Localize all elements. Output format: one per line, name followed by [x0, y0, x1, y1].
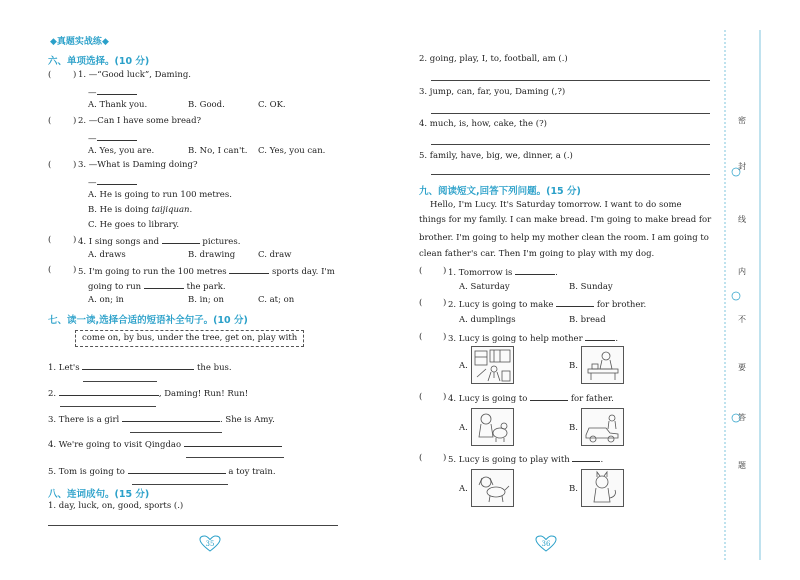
option: A. on; in [88, 295, 124, 305]
section-8-title: 八、连词成句。(15 分) [48, 489, 150, 500]
answer-paren-close: ) [73, 235, 77, 245]
page-number: 35 [199, 535, 221, 553]
option-label: B. [569, 361, 578, 371]
option: C. He goes to library. [88, 220, 180, 230]
option: B. Good. [188, 100, 225, 110]
reply-line: — [88, 176, 137, 189]
question-stem: 2. Lucy is going to make for brother. [448, 300, 647, 310]
section-6-title: 六、单项选择。(10 分) [48, 56, 150, 67]
answer-paren-close: ) [443, 298, 447, 308]
option: A. He is going to run 100 metres. [88, 190, 232, 200]
answer-line [431, 80, 710, 81]
question-stem: 3. —What is Daming doing? [78, 160, 198, 170]
question-stem-line2: going to run the park. [88, 282, 226, 292]
section-7-title: 七、读一读,选择合适的短语补全句子。(10 分) [48, 315, 248, 326]
option-label: A. [459, 484, 468, 494]
sentence-5: 5. Tom is going to a toy train. [48, 467, 276, 477]
combine-item-1: 1. day, luck, on, good, sports (.) [48, 501, 184, 511]
answer-paren-close: ) [73, 116, 77, 126]
question-stem: 3. Lucy is going to help mother . [448, 334, 619, 344]
sentence-4: 4. We're going to visit Qingdao [48, 438, 282, 451]
seal-char: 内 [738, 267, 746, 276]
sentence-1: 1. Let's the bus. [48, 363, 232, 373]
image-girl-at-table [581, 346, 624, 384]
answer-line [48, 525, 338, 526]
answer-paren-close: ) [443, 453, 447, 463]
seal-char: 答 [738, 413, 746, 422]
option: A. Yes, you are. [88, 146, 155, 156]
option: B. bread [569, 315, 606, 325]
answer-line [132, 484, 228, 485]
question-stem: 1. —“Good luck”, Daming. [78, 70, 191, 80]
option-label: A. [459, 423, 468, 433]
option: B. drawing [188, 250, 236, 260]
seal-char: 线 [738, 215, 746, 224]
answer-paren-open: ( [48, 116, 52, 126]
answer-line [60, 406, 156, 407]
binding-line-graphic [723, 30, 761, 560]
option-label: B. [569, 423, 578, 433]
answer-line [431, 144, 710, 145]
answer-paren-open: ( [48, 160, 52, 170]
answer-paren-close: ) [73, 160, 77, 170]
passage-line: brother. I'm going to help my mother clean the room. I am going to [419, 233, 709, 243]
word-box: come on, by bus, under the tree, get on, play with [75, 330, 304, 347]
option: A. Thank you. [88, 100, 148, 110]
option: A. draws [88, 250, 126, 260]
question-stem: 1. Tomorrow is . [448, 268, 558, 278]
answer-paren-open: ( [419, 392, 423, 402]
option: C. draw [258, 250, 292, 260]
combine-item-4: 4. much, is, how, cake, the (?) [419, 119, 547, 129]
answer-paren-close: ) [73, 265, 77, 275]
answer-paren-open: ( [48, 70, 52, 80]
passage-line: things for my family. I can make bread. I'm going to make bread for [419, 215, 712, 225]
page-number: 36 [535, 535, 557, 553]
answer-line [130, 432, 222, 433]
binding-line [723, 30, 761, 560]
seal-char: 要 [738, 363, 746, 372]
answer-paren-close: ) [443, 332, 447, 342]
question-stem: 4. Lucy is going to for father. [448, 394, 614, 404]
combine-item-3: 3. jump, can, far, you, Daming (,?) [419, 87, 566, 97]
answer-paren-open: ( [419, 453, 423, 463]
sentence-2: 2. , Daming! Run! Run! [48, 389, 249, 399]
passage-line: clean father's car. Then I'm going to play with my dog. [419, 249, 655, 259]
answer-line [431, 174, 710, 175]
sentence-3: 3. There is a girl . She is Amy. [48, 415, 275, 425]
answer-paren-close: ) [73, 70, 77, 80]
option: A. Saturday [459, 282, 510, 292]
reply-line: — [88, 132, 137, 145]
question-stem: 2. —Can I have some bread? [78, 116, 202, 126]
seal-char: 封 [738, 162, 746, 171]
seal-char: 密 [738, 116, 746, 125]
question-stem: 5. Lucy is going to play with . [448, 455, 604, 465]
image-dog [471, 469, 514, 507]
answer-line [186, 457, 284, 458]
banner: ◆真题实战练◆ [50, 37, 109, 47]
answer-line [83, 381, 157, 382]
option: B. in; on [188, 295, 225, 305]
answer-paren-open: ( [419, 298, 423, 308]
answer-paren-open: ( [419, 266, 423, 276]
question-stem: 5. I'm going to run the 100 metres sports day. I'm [78, 267, 335, 277]
option: C. at; on [258, 295, 295, 305]
option: C. OK. [258, 100, 286, 110]
section-9-title: 九、阅读短文,回答下列问题。(15 分) [419, 186, 581, 197]
combine-item-2: 2. going, play, I, to, football, am (.) [419, 54, 568, 64]
option: A. dumplings [459, 315, 516, 325]
option: B. No, I can't. [188, 146, 248, 156]
passage-line: Hello, I'm Lucy. It's Saturday tomorrow. I want to do some [430, 200, 682, 210]
image-cat [581, 469, 624, 507]
answer-paren-open: ( [48, 235, 52, 245]
answer-paren-open: ( [419, 332, 423, 342]
seal-char: 题 [738, 461, 746, 470]
image-car-washing [581, 408, 624, 446]
image-room-cleaning [471, 346, 514, 384]
reply-line: — [88, 86, 137, 99]
answer-paren-close: ) [443, 266, 447, 276]
option: B. Sunday [569, 282, 613, 292]
answer-paren-close: ) [443, 392, 447, 402]
option-label: A. [459, 361, 468, 371]
seal-char: 不 [738, 315, 746, 324]
combine-item-5: 5. family, have, big, we, dinner, a (.) [419, 151, 573, 161]
option: C. Yes, you can. [258, 146, 326, 156]
image-child-with-dog [471, 408, 514, 446]
option: B. He is doing taijiquan. [88, 205, 193, 215]
answer-paren-open: ( [48, 265, 52, 275]
question-stem: 4. I sing songs and pictures. [78, 237, 241, 247]
answer-line [431, 113, 710, 114]
option-label: B. [569, 484, 578, 494]
